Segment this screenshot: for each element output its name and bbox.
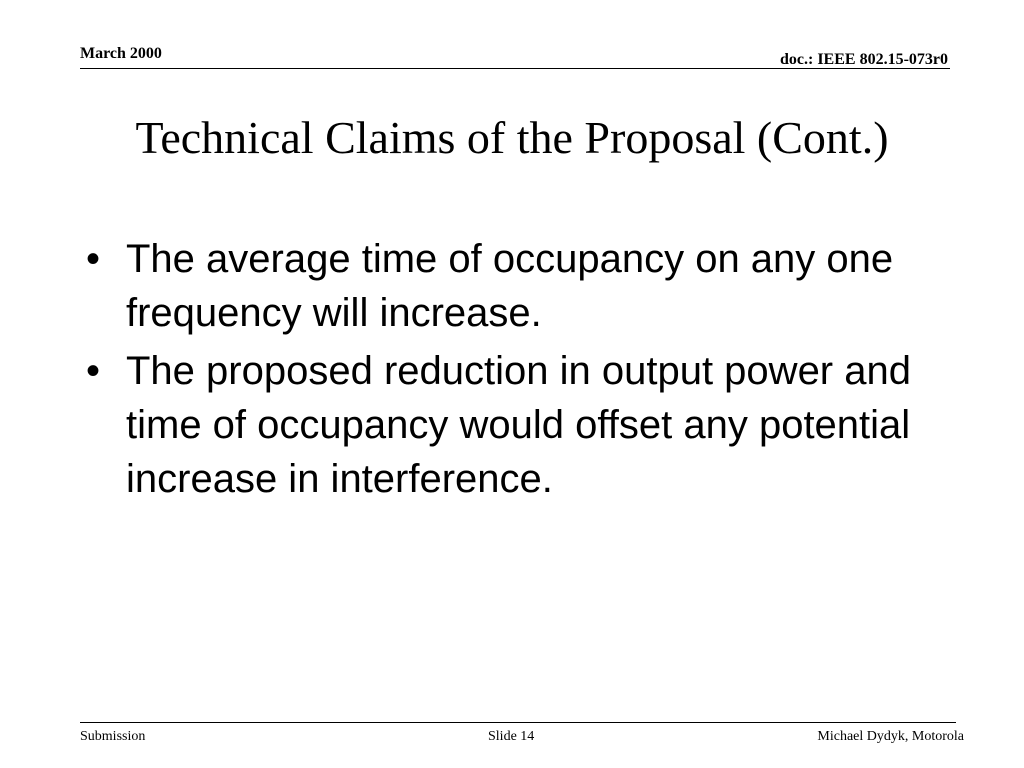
bullet-text: The average time of occupancy on any one frequency will increase.	[126, 237, 894, 335]
bullet-list	[86, 232, 956, 510]
bullet-item	[86, 344, 956, 506]
footer-slide-number: Slide 14	[488, 729, 535, 744]
bullet-icon: •	[86, 237, 101, 281]
slide-title: Technical Claims of the Proposal (Cont.)	[135, 112, 889, 163]
bullet-item	[86, 232, 956, 340]
footer-divider	[80, 722, 956, 723]
bullet-text: The proposed reduction in output power and time of occupancy would offset any potential increase in interference.	[126, 349, 911, 501]
header-date: March 2000	[80, 45, 162, 62]
footer-submission: Submission	[80, 729, 146, 744]
header-doc-id: doc.: IEEE 802.15-073r0	[780, 51, 948, 68]
footer-author: Michael Dydyk, Motorola	[817, 729, 964, 744]
header-divider	[80, 68, 950, 69]
bullet-icon: •	[86, 349, 101, 393]
